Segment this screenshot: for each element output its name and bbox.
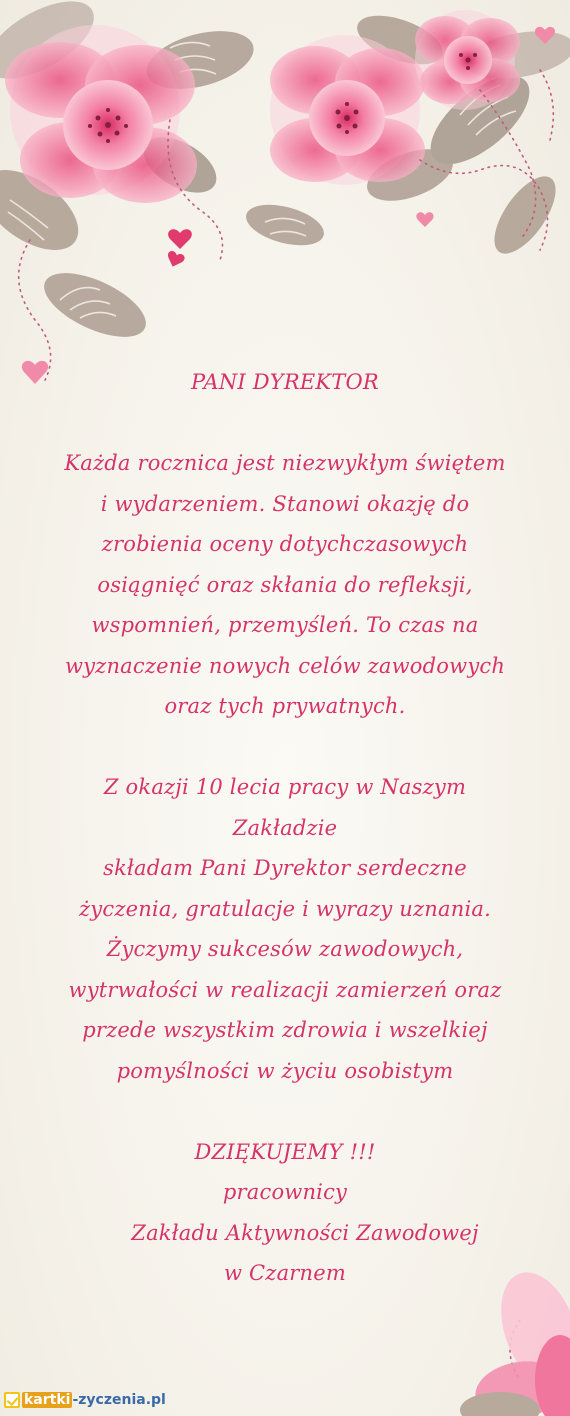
paragraph-line: składam Pani Dyrektor serdeczne	[103, 856, 467, 880]
paragraph-line: Życzymy sukcesów zawodowych,	[106, 937, 464, 961]
signature-line: Zakładu Aktywności Zawodowej	[131, 1220, 479, 1245]
flower-middle	[270, 35, 425, 185]
watermark[interactable]	[4, 1390, 166, 1410]
paragraph-line: pomyślności w życiu osobistym	[116, 1058, 454, 1083]
title: PANI DYREKTOR	[191, 370, 379, 394]
signature-line: w Czarnem	[223, 1261, 346, 1285]
paragraph-line: Każda rocznica jest niezwykłym świętem	[64, 451, 506, 475]
signature-line: pracownicy	[222, 1180, 348, 1204]
flower-left	[5, 25, 197, 203]
paragraph-line: przede wszystkim zdrowia i wszelkiej	[82, 1018, 488, 1042]
thanks-line: DZIĘKUJEMY !!!	[194, 1139, 376, 1164]
flower-right	[415, 10, 520, 110]
paragraph-line: zrobienia oceny dotychczasowych	[101, 532, 469, 556]
checkmark-icon	[4, 1392, 20, 1408]
paragraph-line: Z okazji 10 lecia pracy w Naszym	[103, 775, 467, 799]
watermark-part1: kartki	[24, 1392, 71, 1408]
greeting-text	[20, 362, 550, 1294]
paragraph-line: oraz tych prywatnych.	[164, 694, 406, 718]
paragraph-line: Zakładzie	[232, 815, 338, 840]
paragraph-line: wspomnień, przemyśleń. To czas na	[91, 613, 479, 637]
paragraph-line: wytrwałości w realizacji zamierzeń oraz	[68, 977, 502, 1002]
watermark-part2: -zyczenia.pl	[72, 1392, 166, 1408]
paragraph-line: życzenia, gratulacje i wyrazy uznania.	[79, 896, 491, 921]
paragraph-line: osiągnięć oraz skłania do refleksji,	[97, 572, 473, 597]
paragraph-line: wyznaczenie nowych celów zawodowych	[64, 653, 506, 678]
paragraph-line: i wydarzeniem. Stanowi okazję do	[100, 491, 470, 516]
